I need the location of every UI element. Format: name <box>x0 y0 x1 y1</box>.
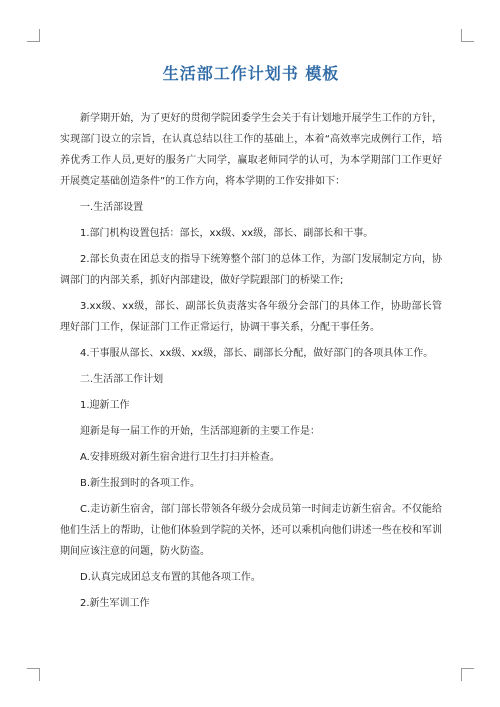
paragraph: 1.部门机构设置包括：部长，xx级、xx级，部长、副部长和干事。 <box>80 228 374 239</box>
subsection-heading: 1.迎新工作 <box>80 400 130 411</box>
paragraph: 3.xx级、xx级，部长、副部长负责落实各年级分会部门的具体工作，协助部长管理好部门工作，保证部门工作正常运行，协调干事关系，分配干事任务。 <box>60 301 442 333</box>
list-item: C.走访新生宿舍，部门部长带领各年级分会成员第一时间走访新生宿舍。不仅能给他们生活上的帮助，让他们体验到学院的关怀，还可以乘机向他们讲述一些在校和军训期间应该注意的问题，防火防盗。 <box>60 504 442 557</box>
section-heading-1: 一.生活部设置 <box>80 202 144 213</box>
crop-mark-top-right <box>461 29 474 42</box>
paragraph: 2.部长负责在团总支的指导下统筹整个部门的总体工作，为部门发展制定方向，协调部门的内部关系，抓好内部建设，做好学院跟部门的桥梁工作; <box>60 254 442 286</box>
crop-mark-bottom-left <box>27 668 40 681</box>
crop-mark-top-left <box>27 29 40 42</box>
list-item: A.安排班级对新生宿舍进行卫生打扫并检查。 <box>80 452 280 463</box>
paragraph: 迎新是每一届工作的开始，生活部迎新的主要工作是： <box>80 426 320 437</box>
list-item: B.新生报到时的各项工作。 <box>80 478 201 489</box>
paragraph: 4.干事服从部长、xx级、xx级，部长、副部长分配，做好部门的各项具体工作。 <box>80 348 434 359</box>
document-title: 生活部工作计划书 模板 <box>162 64 340 83</box>
crop-mark-bottom-right <box>461 668 474 681</box>
document-page <box>60 62 442 614</box>
section-heading-2: 二.生活部工作计划 <box>80 374 164 385</box>
subsection-heading: 2.新生军训工作 <box>80 598 150 609</box>
list-item: D.认真完成团总支布置的其他各项工作。 <box>80 572 261 583</box>
intro-paragraph: 新学期开始，为了更好的贯彻学院团委学生会关于有计划地开展学生工作的方针，实现部门设立的宗旨，在认真总结以往工作的基础上，本着“高效率完成例行工作，培养优秀工作人员,更好的服务广大同学，赢取老师同学的认可，为本学期部门工作更好开展奠定基础创造条件”的工作方向，将本学期的工作安排如下： <box>60 113 442 187</box>
